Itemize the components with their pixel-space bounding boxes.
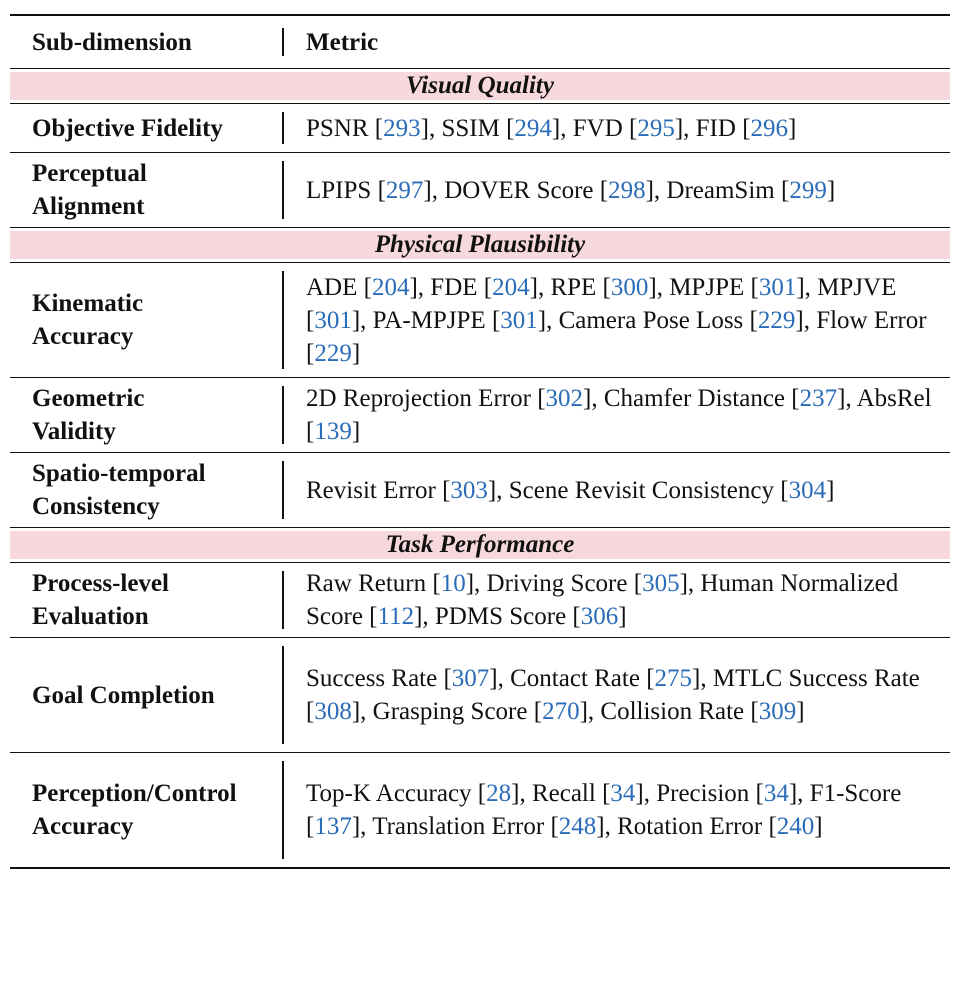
citation-link[interactable]: 295 <box>637 114 675 142</box>
metric-list: LPIPS [297], DOVER Score [298], DreamSim [299] <box>306 176 836 204</box>
citation-link[interactable]: 28 <box>486 780 512 807</box>
metric-name: RPE <box>550 273 603 301</box>
citation-link[interactable]: 301 <box>314 306 352 334</box>
header-row <box>10 16 950 68</box>
table-row <box>10 563 950 637</box>
metric-cell <box>284 263 950 377</box>
metric-name: Contact Rate <box>510 665 647 692</box>
metric-name: Camera Pose Loss <box>558 306 750 334</box>
citation-link[interactable]: 248 <box>558 813 597 840</box>
sub-dimension-cell <box>10 263 282 377</box>
row-rule <box>10 527 950 528</box>
separator: , <box>687 570 701 597</box>
sub-dimension-cell <box>10 753 282 867</box>
metric-name: Top-K Accuracy <box>306 780 478 807</box>
metric-name: MTLC Success Rate <box>712 665 920 692</box>
separator: , <box>560 114 573 142</box>
metric-name: DOVER Score <box>444 176 600 204</box>
metric-cell <box>284 453 950 527</box>
metric-name: Recall <box>531 780 603 807</box>
metric-name: FVD <box>572 114 629 142</box>
metric-list: Success Rate [307], Contact Rate [275], MTLC Success Rate [308], Grasping Score [270], Collision Rate [309] <box>306 665 920 725</box>
sub-dimension-cell <box>10 563 282 637</box>
citation-link[interactable]: 204 <box>492 273 530 301</box>
separator: , <box>360 698 373 725</box>
row-rule <box>10 227 950 228</box>
metric-name: FID <box>695 114 743 142</box>
citation-link[interactable]: 301 <box>758 273 797 301</box>
citation-link[interactable]: 240 <box>776 813 815 840</box>
separator: , <box>428 114 442 142</box>
citation-link[interactable]: 309 <box>758 698 797 725</box>
sub-dimension-cell <box>10 453 282 527</box>
metric-list: PSNR [293], SSIM [294], FVD [295], FID [296] <box>306 114 797 142</box>
sub-dimension-cell <box>10 104 282 152</box>
citation-link[interactable]: 34 <box>610 780 636 807</box>
bottom-rule <box>10 867 950 869</box>
table-row <box>10 753 950 867</box>
table-row <box>10 263 950 377</box>
sub-dimension-cell <box>10 153 282 227</box>
metric-name: Translation Error <box>372 813 551 840</box>
citation-link[interactable]: 305 <box>642 570 680 597</box>
separator: , <box>519 780 532 807</box>
metric-name: Scene Revisit Consistency <box>508 476 781 504</box>
metric-name: LPIPS <box>306 176 378 204</box>
section-header-visual-quality: Visual Quality <box>10 72 950 100</box>
metric-name: DreamSim <box>666 176 781 204</box>
metric-name: Driving Score <box>486 570 634 597</box>
metric-cell <box>284 153 950 227</box>
header-sub-dimension: Sub-dimension <box>32 28 192 56</box>
sub-dimension-label: Kinematic Accuracy <box>32 290 144 350</box>
metric-name: Rotation Error <box>617 813 769 840</box>
citation-link[interactable]: 304 <box>788 476 827 504</box>
table-row <box>10 453 950 527</box>
separator: , <box>653 176 667 204</box>
separator: , <box>797 780 810 807</box>
separator: , <box>591 385 604 412</box>
citation-link[interactable]: 34 <box>763 780 789 807</box>
metric-name: Grasping Score <box>372 698 534 725</box>
separator: , <box>422 603 435 630</box>
table-body <box>10 72 950 869</box>
metric-list: Revisit Error [303], Scene Revisit Consistency [304] <box>306 476 835 504</box>
citation-link[interactable]: 296 <box>750 114 789 142</box>
metric-cell <box>284 378 950 452</box>
metric-name: MPJVE <box>817 273 897 301</box>
citation-link[interactable]: 299 <box>789 176 827 204</box>
metric-name: SSIM <box>441 114 507 142</box>
citation-link[interactable]: 300 <box>610 273 649 301</box>
sub-dimension-label: Spatio-temporal Consistency <box>32 460 206 520</box>
citation-link[interactable]: 298 <box>608 176 646 204</box>
metric-name: PDMS Score <box>434 603 573 630</box>
separator: , <box>700 665 713 692</box>
citation-link[interactable]: 303 <box>450 476 488 504</box>
citation-link[interactable]: 137 <box>314 813 352 840</box>
citation-link[interactable]: 112 <box>377 603 415 630</box>
citation-link[interactable]: 204 <box>371 273 410 301</box>
metric-name: Success Rate <box>306 665 444 692</box>
metric-cell <box>284 104 950 152</box>
header-metric: Metric <box>306 28 379 56</box>
table-row <box>10 638 950 752</box>
separator: , <box>431 176 445 204</box>
citation-link[interactable]: 293 <box>383 114 421 142</box>
citation-link[interactable]: 308 <box>314 698 352 725</box>
metric-name: Flow Error <box>816 306 927 334</box>
citation-link[interactable]: 275 <box>654 665 693 692</box>
separator: , <box>474 570 487 597</box>
separator: , <box>360 306 373 334</box>
metric-name: AbsRel <box>856 385 932 412</box>
metric-cell <box>284 563 950 637</box>
table-row <box>10 153 950 227</box>
citation-link[interactable]: 139 <box>314 418 352 445</box>
sub-dimension-label: Process-level Evaluation <box>32 570 169 630</box>
section-header-physical-plausibility: Physical Plausibility <box>10 231 950 259</box>
separator: , <box>643 780 657 807</box>
metrics-table <box>10 14 950 869</box>
metric-name: F1-Score <box>809 780 902 807</box>
sub-dimension-label: Goal Completion <box>32 681 215 709</box>
separator: , <box>546 306 559 334</box>
separator: , <box>683 114 696 142</box>
metric-list: Top-K Accuracy [28], Recall [34], Precision [34], F1-Score [137], Translation Error [248], Rotation Error [240] <box>306 780 902 840</box>
metric-name: ADE <box>306 273 364 301</box>
separator: , <box>417 273 431 301</box>
header-rule <box>10 68 950 69</box>
metric-name: Revisit Error <box>306 476 443 504</box>
metric-name: Chamfer Distance <box>603 385 792 412</box>
sub-dimension-label: Perception/Control Accuracy <box>32 780 237 840</box>
metric-name: FDE <box>430 273 484 301</box>
section-header-task-performance: Task Performance <box>10 531 950 559</box>
metric-list: ADE [204], FDE [204], RPE [300], MPJPE [301], MPJVE [301], PA-MPJPE [301], Camera Pose Loss [229], Flow Error [229] <box>306 273 927 367</box>
citation-link[interactable]: 229 <box>757 306 796 334</box>
metric-name: PA-MPJPE <box>372 306 492 334</box>
sub-dimension-cell <box>10 638 282 752</box>
metric-name: Precision <box>656 780 756 807</box>
sub-dimension-label: Objective Fidelity <box>32 114 223 142</box>
sub-dimension-label: Geometric Validity <box>32 385 145 445</box>
separator: , <box>656 273 670 301</box>
separator: , <box>360 813 373 840</box>
citation-link[interactable]: 270 <box>542 698 580 725</box>
citation-link[interactable]: 301 <box>500 306 538 334</box>
separator: , <box>537 273 551 301</box>
citation-link[interactable]: 302 <box>545 385 584 412</box>
citation-link[interactable]: 297 <box>385 176 424 204</box>
metric-cell <box>284 638 950 752</box>
separator: , <box>497 665 511 692</box>
citation-link[interactable]: 307 <box>451 665 490 692</box>
table-row <box>10 104 950 152</box>
sub-dimension-cell <box>10 378 282 452</box>
sub-dimension-label: Perceptual Alignment <box>32 160 147 220</box>
separator: , <box>803 306 817 334</box>
citation-link[interactable]: 10 <box>440 570 466 597</box>
metric-name: Raw Return <box>306 570 433 597</box>
separator: , <box>845 385 857 412</box>
citation-link[interactable]: 237 <box>799 385 838 412</box>
separator: , <box>587 698 601 725</box>
separator: , <box>804 273 818 301</box>
table-row <box>10 378 950 452</box>
metric-name: Collision Rate <box>600 698 751 725</box>
separator: , <box>604 813 618 840</box>
citation-link[interactable]: 229 <box>314 339 352 367</box>
metric-name: MPJPE <box>669 273 751 301</box>
separator: , <box>496 476 509 504</box>
metric-name: 2D Reprojection Error <box>306 385 538 412</box>
metric-list: Raw Return [10], Driving Score [305], Human Normalized Score [112], PDMS Score [306] <box>306 570 899 630</box>
metric-name: Human Normalized Score <box>306 570 899 630</box>
metric-name: PSNR <box>306 114 375 142</box>
metric-list: 2D Reprojection Error [302], Chamfer Distance [237], AbsRel [139] <box>306 385 932 445</box>
citation-link[interactable]: 306 <box>580 603 619 630</box>
citation-link[interactable]: 294 <box>514 114 552 142</box>
metric-cell <box>284 753 950 867</box>
